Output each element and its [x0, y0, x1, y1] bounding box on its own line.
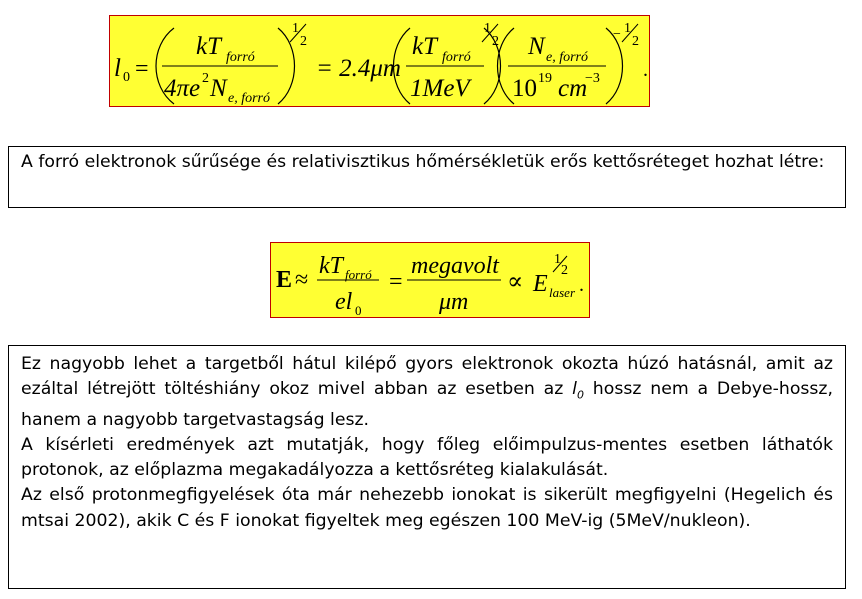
- eq2-lhs: E: [276, 267, 293, 293]
- eq1-term2-num-sub: forró: [442, 50, 471, 65]
- eq2-rhs: E: [533, 271, 548, 297]
- eq1-period: .: [643, 59, 648, 81]
- eq1-coefficient: = 2.4μm: [316, 55, 401, 82]
- eq2-num-sub: forró: [345, 267, 372, 282]
- text-box-double-layer-intro: [8, 146, 846, 208]
- eq2-denominator: el: [335, 289, 353, 315]
- eq1-exp3-den: 2: [632, 34, 639, 49]
- eq1-lhs: l: [114, 55, 121, 82]
- eq2-approx: ≈: [295, 267, 309, 293]
- paragraph-1-end: hossz nem a Debye-hossz, hanem a nagyobb targetvastagság lesz.: [21, 379, 834, 430]
- eq1-term3-den-b: cm: [558, 75, 588, 102]
- equation-1-formula: [110, 16, 651, 108]
- eq2-exp-num: 1: [554, 252, 561, 267]
- symbol-l-subscript: 0: [576, 388, 584, 402]
- svg-text:=: =: [135, 56, 149, 82]
- paragraph-experimental-results: A kísérleti eredmények azt mutatják, hogy főleg előimpulzus-mentes esetben láthatók protonok, az előplazma megakadályozza a kettősréteg kialakulását.: [21, 435, 833, 481]
- eq1-term2-denominator: 1MeV: [410, 75, 470, 102]
- eq1-term1-den-N: N: [210, 75, 227, 102]
- eq2-denominator-2: μm: [439, 289, 469, 315]
- equation-2-formula: [271, 243, 591, 319]
- eq1-exp2-den: 2: [492, 34, 499, 49]
- eq1-term2-numerator: kT: [412, 33, 437, 60]
- eq2-period: .: [579, 274, 584, 296]
- eq2-exp-den: 2: [561, 263, 568, 278]
- eq1-term1-denominator: 4πe: [164, 75, 201, 102]
- eq2-numerator: kT: [319, 253, 343, 279]
- eq1-term3-den-sup: 19: [538, 71, 552, 86]
- eq1-term3-num-sub: e, forró: [546, 50, 588, 65]
- eq1-exp1-num: 1: [292, 21, 299, 36]
- paragraph-heavy-ions: Az első protonmegfigyelések óta már nehezebb ionokat is sikerült megfigyelni (Hegelich és mtsai 2002), akik C és F ionokat figyeltek meg egészen 100 MeV-ig (5MeV/nukleon).: [21, 485, 833, 531]
- eq1-term1-den-sup: 2: [202, 71, 209, 86]
- equation-box-electric-field: [270, 242, 590, 318]
- symbol-l: l: [572, 379, 577, 400]
- eq1-term1-den-sub: e, forró: [228, 91, 270, 106]
- eq1-term1-numerator: kT: [196, 33, 221, 60]
- eq1-term3-numerator: N: [528, 33, 545, 60]
- text-box-explanation: [8, 345, 846, 589]
- eq2-numerator-2: megavolt: [411, 253, 499, 279]
- eq2-proportional: ∝: [507, 269, 524, 295]
- eq1-term3-den-sup2: −3: [585, 71, 600, 86]
- eq1-term3-den-a: 10: [512, 75, 537, 102]
- eq1-exp2-num: 1: [484, 21, 491, 36]
- paragraph-debye-length: [21, 352, 833, 433]
- eq2-den-sub: 0: [355, 303, 362, 318]
- eq2-equals: =: [389, 269, 403, 295]
- equation-box-debye-length: [109, 15, 650, 107]
- eq2-rhs-sub: laser: [549, 285, 575, 300]
- eq1-exp1-den: 2: [300, 34, 307, 49]
- eq1-exp3-minus: −: [613, 27, 621, 42]
- intro-paragraph: A forró elektronok sűrűsége és relativisztikus hőmérsékletük erős kettősréteget hozhat létre:: [21, 152, 825, 172]
- eq1-term1-num-sub: forró: [226, 50, 255, 65]
- eq1-exp3-num: 1: [624, 21, 631, 36]
- paragraph-1-start: Ez nagyobb lehet a targetből hátul kilépő gyors elektronok okozta húzó hatásnál, amit az ezáltal létrejött töltéshiány okoz mivel abban az esetben az: [21, 354, 833, 400]
- eq1-lhs-sub: 0: [123, 70, 130, 85]
